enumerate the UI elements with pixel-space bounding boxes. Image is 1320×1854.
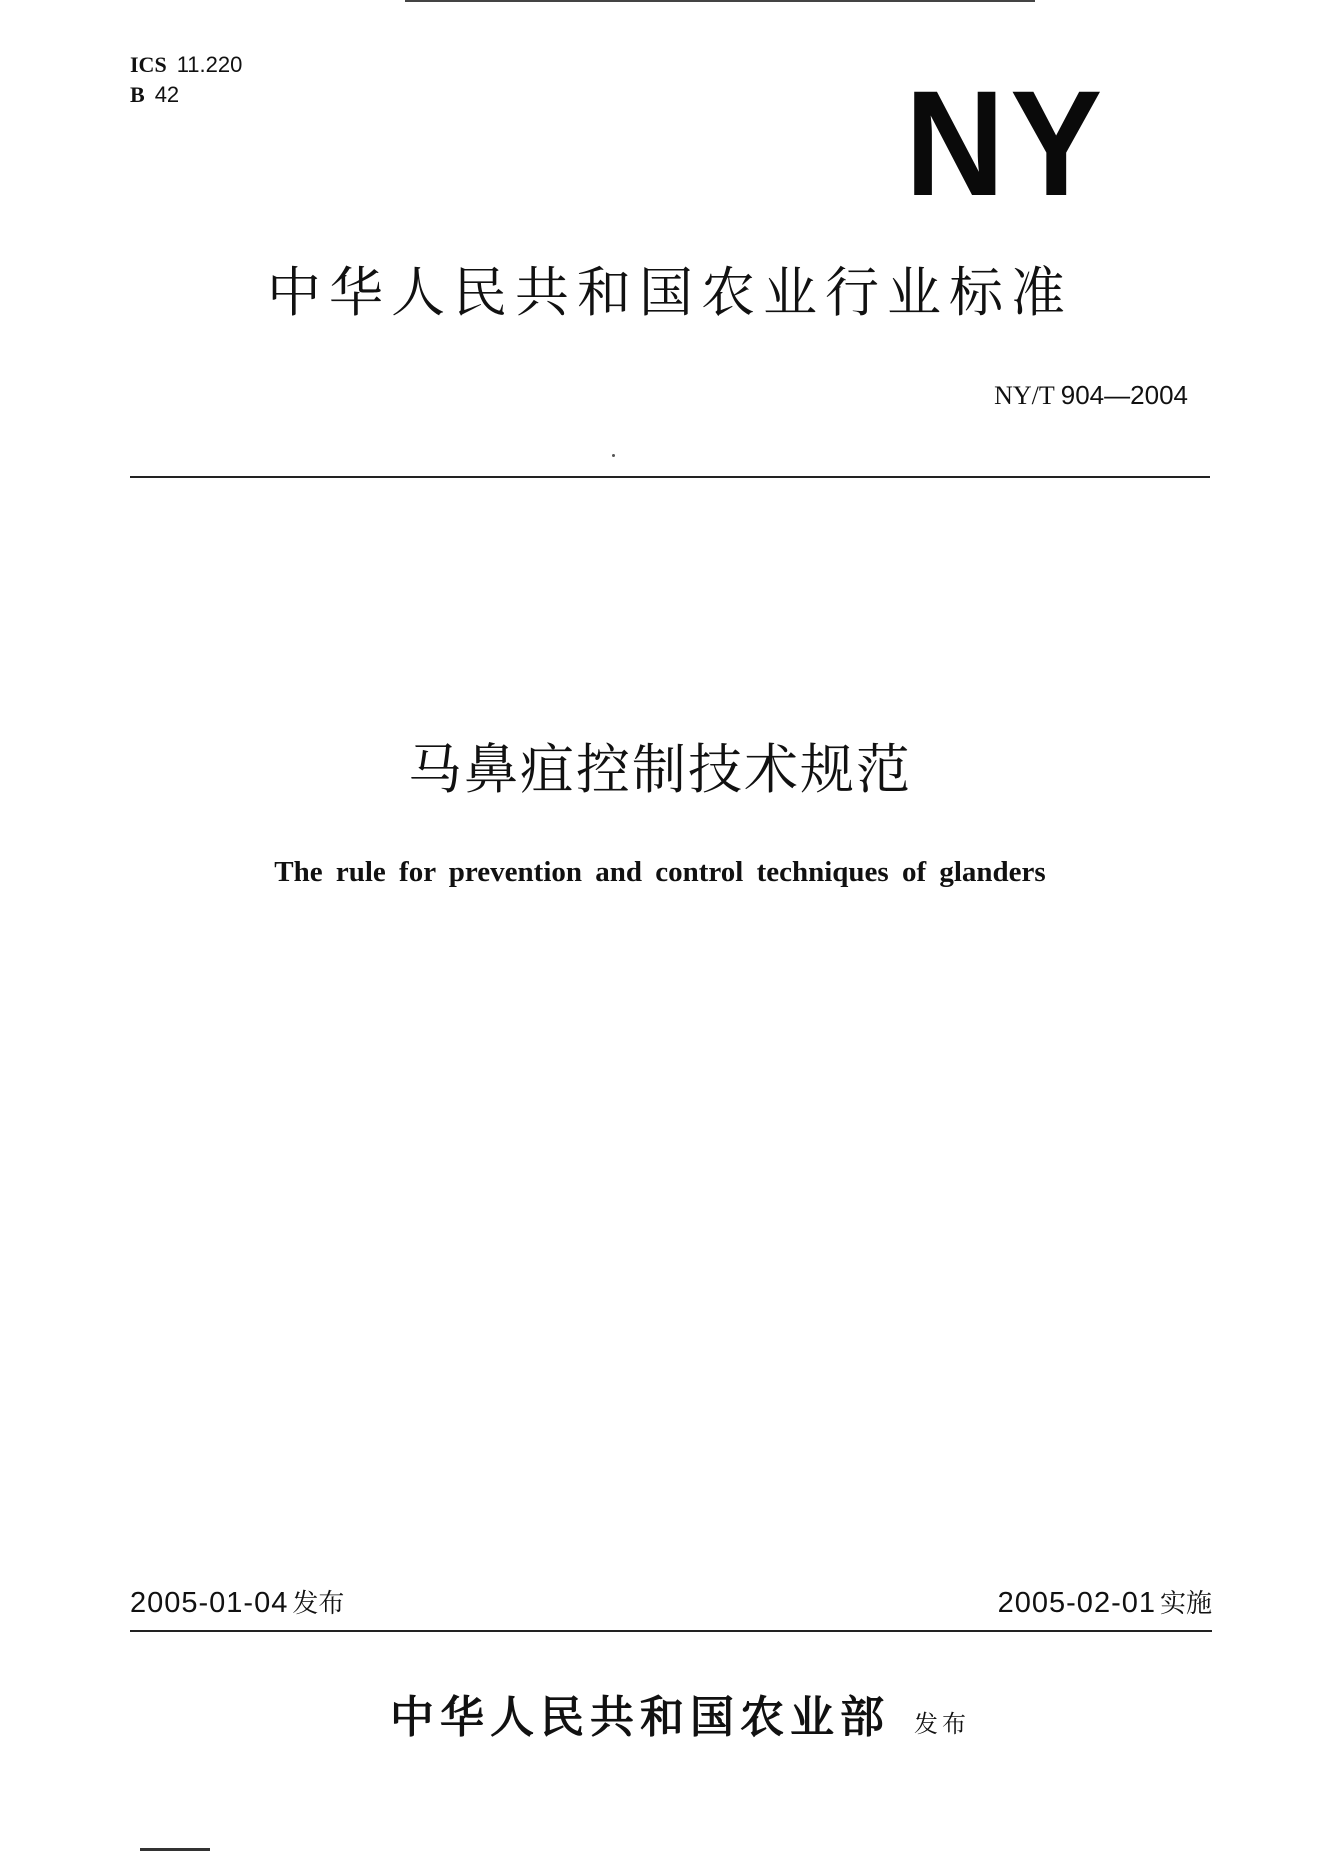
ny-logo: NY [905,59,1108,227]
class-label: B [130,82,145,107]
publisher-name: 中华人民共和国农业部 [390,1692,890,1743]
standard-number [994,380,1188,411]
footer-divider [130,1630,1212,1632]
top-border-line [405,0,1035,2]
publisher [0,1690,1320,1746]
implementation-date-value: 2005-02-01 [997,1587,1156,1619]
ics-label: ICS [130,52,167,77]
standard-number-value: 904—2004 [1060,380,1188,410]
ics-code: 11.220 [176,52,243,77]
issue-date-label: 发布 [292,1589,345,1619]
standard-number-prefix: NY/T [994,381,1055,410]
issue-date [130,1586,344,1621]
issue-date-value: 2005-01-04 [130,1587,289,1619]
document-title-cn: 马鼻疽控制技术规范 [408,738,912,801]
header-divider [130,476,1210,478]
scan-dot [612,454,615,457]
document-title-en: The rule for prevention and control techniques of glanders [274,856,1046,888]
implementation-date-label: 实施 [1159,1589,1212,1619]
ics-classification [130,52,242,78]
publisher-action: 发布 [914,1710,970,1738]
implementation-date [998,1586,1212,1621]
class-code: 42 [154,82,180,107]
standard-category-title: 中华人民共和国农业行业标准 [267,261,1073,324]
bottom-edge-mark [140,1848,210,1851]
ccs-classification [130,82,179,108]
